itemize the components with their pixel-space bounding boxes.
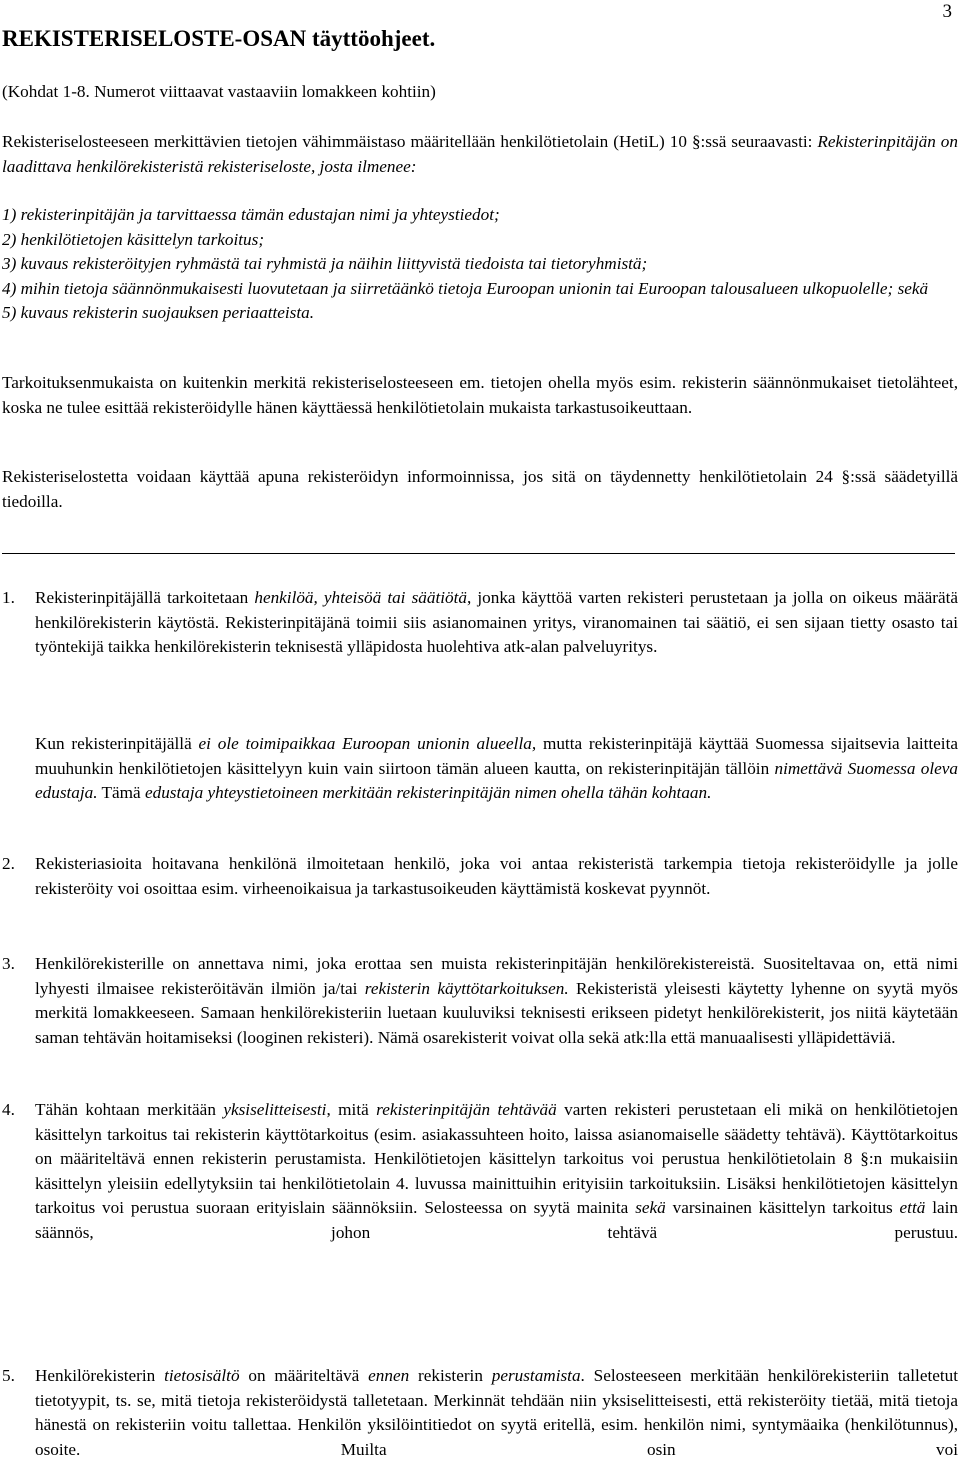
informing-paragraph: Rekisteriselostetta voidaan käyttää apuna rekisteröidyn informoinnissa, jos sitä on täydennetty henkilötietolain 24 §:ssä säädetyillä tiedoilla.	[2, 467, 958, 511]
section-text: Henkilörekisterille on annettava nimi, joka erottaa sen muista rekisterinpitäjän henkilörekistereistä. Suositeltavaa on, että nimi lyhyesti ilmaisee rekisteröitävän ilmiön ja/tai rekisterin käyttötarkoituksen. Rekisteristä yleisesti käytetty lyhenne on syytä myös merkitä lomakkeeseen. Samaan henkilörekisteriin luetaan kuuluviksi teknisesti erikseen pidetyt henkilörekisterit, jos niitä käytetään saman tehtävän hoitamiseksi (looginen rekisteri). Nämä osarekisterit voivat olla sekä atk:lla että manuaalisesti ylläpidettäviä.	[35, 954, 958, 1047]
document-title: REKISTERISELOSTE-OSAN täyttöohjeet.	[2, 26, 436, 51]
intro-text: Rekisteriselosteeseen merkittävien tietojen vähimmäistaso määritellään henkilötietolain (HetiL) 10 §:ssä seuraavasti:	[2, 132, 818, 151]
intro-quote: Rekisterinpitäjän on laadittava henkilörekisteristä rekisteriseloste, josta ilmenee:	[2, 132, 958, 176]
section-number: 2.	[2, 854, 15, 873]
section-text: Rekisterinpitäjällä tarkoitetaan henkilöä, yhteisöä tai säätiötä, jonka käyttöä varten rekisteri perustetaan ja jolla on oikeus määrätä henkilörekisterin käytöstä. Rekisterinpitäjänä toimii siis asianomainen yritys, viranomainen tai säätiö, ei sen sijaan tietty osasto tai työntekijä taikka henkilörekisterin teknisestä ylläpidosta huolehtiva atk-alan palveluyritys.	[35, 588, 959, 656]
section-number: 1.	[2, 588, 15, 607]
list-item: 2) henkilötietojen käsittelyn tarkoitus;	[2, 229, 265, 249]
document-subtitle: (Kohdat 1-8. Numerot viittaavat vastaaviin lomakkeen kohtiin)	[2, 82, 436, 101]
list-item: 5) kuvaus rekisterin suojauksen periaatteista.	[2, 303, 315, 322]
section-5	[2, 1364, 958, 1462]
section-divider	[2, 553, 955, 554]
section-number: 4.	[2, 1100, 15, 1119]
intro-paragraph	[2, 130, 958, 179]
section-3	[2, 952, 958, 1050]
list-item: 3) kuvaus rekisteröityjen ryhmästä tai ryhmistä ja näihin liittyvistä tiedoista tai tietoryhmistä;	[2, 254, 648, 273]
section-text: Tähän kohtaan merkitään yksiselitteisesti, mitä rekisterinpitäjän tehtävää varten rekisteri perustetaan eli mikä on henkilötietojen käsittelyn tarkoitus tai rekisterin käyttötarkoitus (esim. asiakassuhteen hoito, laissa asianomaiselle säädetty tehtävä). Käyttötarkoitus on määriteltävä ennen rekisterin perustamista. Henkilötietojen käsittelyn tarkoitus voi perustua henkilötietolain 8 §:n mukaisiin käsittelyn yleisiin edellytyksiin tai henkilötietolain 4. luvussa mainittuihin erityisiin tarkoituksiin. Lisäksi henkilötietojen käsittelyn tarkoitus voi perustua suoraan erityislain säännöksiin. Selosteessa on syytä mainita sekä varsinainen käsittelyn tarkoitus että lain säännös, johon tehtävä perustuu.	[35, 1100, 958, 1242]
page-number: 3	[942, 1, 952, 22]
list-item: 4) mihin tietoja säännönmukaisesti luovutetaan ja siirretäänkö tietoja Euroopan unionin tai Euroopan talousalueen ulkopuolelle; sekä	[2, 278, 929, 298]
section-2	[2, 852, 958, 901]
section-text: Henkilörekisterin tietosisältö on määriteltävä ennen rekisterin perustamista. Selosteeseen merkitään henkilörekisteriin talletetut tietotyypit, ts. se, mitä tietoja rekisteröidystä talletetaan. Merkinnät tehdään niin yksiselitteisesti, että rekisteröity tietää, mitä tietoja hänestä on rekisteriin voitu tallettaa. Henkilön yksilöintitiedot on syytä eritellä, esim. henkilön nimi, syntymäaika (henkilötunnus), osoite. Muilta osin voi	[35, 1366, 959, 1459]
section-1-note: Kun rekisterinpitäjällä ei ole toimipaikkaa Euroopan unionin alueella, mutta rekisterinpitäjä käyttää Suomessa sijaitsevia laitteita muuhunkin henkilötietojen käsittelyyn kuin vain siirtoon tämän alueen kautta, on rekisterinpitäjän tällöin nimettävä Suomessa oleva edustaja. Tämä edustaja yhteystietoineen merkitään rekisterinpitäjän nimen ohella tähän kohtaan.	[35, 734, 958, 802]
section-number: 3.	[2, 954, 15, 973]
list-item: 1) rekisterinpitäjän ja tarvittaessa tämän edustajan nimi ja yhteystiedot;	[2, 205, 500, 224]
requirements-list	[2, 203, 958, 326]
section-4	[2, 1098, 958, 1245]
section-1	[2, 586, 958, 660]
note-paragraph: Tarkoituksenmukaista on kuitenkin merkitä rekisteriselosteeseen em. tietojen ohella myös esim. rekisterin säännönmukaiset tietolähteet, koska ne tulee esittää rekisteröidylle hänen käyttäessä henkilötietolain mukaista tarkastusoikeuttaan.	[2, 373, 958, 417]
section-text: Rekisteriasioita hoitavana henkilönä ilmoitetaan henkilö, joka voi antaa rekisteristä tarkempia tietoja rekisteröidylle ja jolle rekisteröity voi osoittaa esim. virheenoikaisua ja tarkastusoikeuden käyttämistä koskevat pyynnöt.	[35, 854, 958, 898]
section-number: 5.	[2, 1366, 15, 1385]
